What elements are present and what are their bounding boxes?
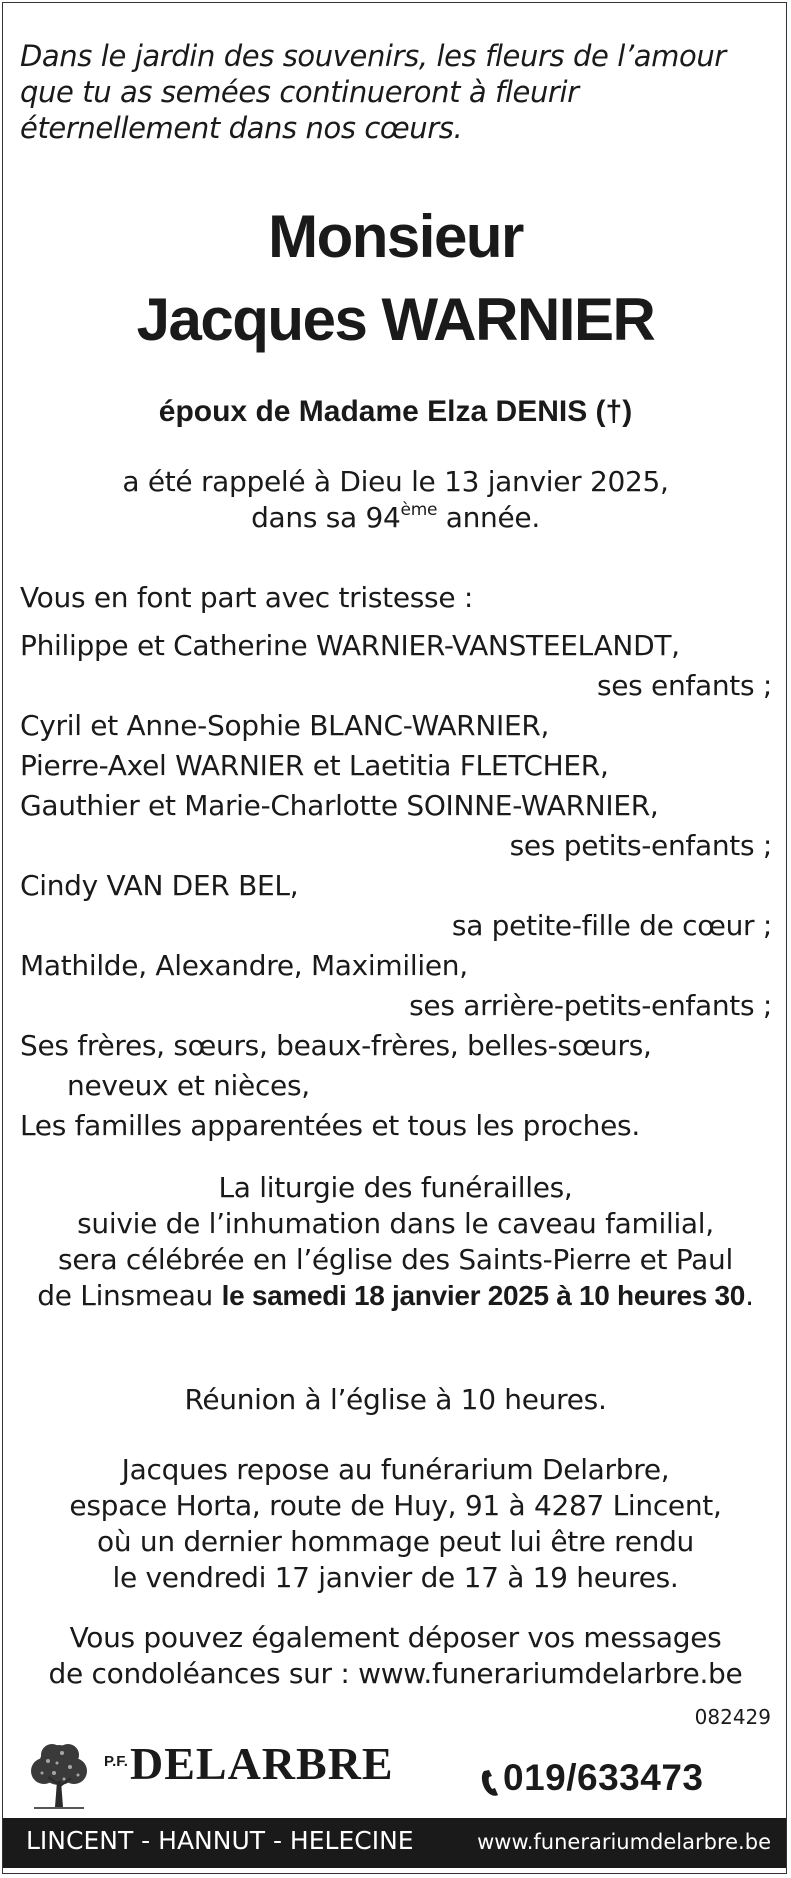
funeral-line: suivie de l’inhumation dans le caveau familial, xyxy=(77,1207,714,1240)
intro-verse xyxy=(20,38,770,146)
role-label: ses arrière-petits-enfants ; xyxy=(409,989,772,1022)
viewing-line: le vendredi 17 janvier de 17 à 19 heures. xyxy=(112,1561,679,1594)
pf-label: P.F. xyxy=(104,1753,128,1770)
list-item: Cyril et Anne-Sophie BLANC-WARNIER, xyxy=(20,709,550,742)
viewing-line: où un dernier hommage peut lui être rendu xyxy=(97,1525,694,1558)
condolences-line: Vous pouvez également déposer vos messages xyxy=(69,1621,722,1654)
family-intro: Vous en font part avec tristesse : xyxy=(20,581,474,614)
phone-icon xyxy=(480,1768,502,1798)
list-item: Philippe et Catherine WARNIER-VANSTEELANDT, xyxy=(20,629,680,662)
funeral-details xyxy=(0,1170,791,1314)
viewing-line: espace Horta, route de Huy, 91 à 4287 Lincent, xyxy=(69,1489,722,1522)
tree-logo-icon xyxy=(24,1741,94,1813)
brand-name: DELARBRE xyxy=(130,1738,394,1789)
title-honorific: Monsieur xyxy=(268,203,523,270)
role-label: sa petite-fille de cœur ; xyxy=(451,909,772,942)
footer-website: www.funerariumdelarbre.be xyxy=(477,1830,771,1854)
death-announcement xyxy=(0,464,791,536)
meeting-info: Réunion à l’église à 10 heures. xyxy=(184,1383,607,1416)
funeral-line: sera célébrée en l’église des Saints-Pierre et Paul xyxy=(58,1243,733,1276)
list-item: Les familles apparentées et tous les proches. xyxy=(20,1109,640,1142)
spouse-line: époux de Madame Elza DENIS (†) xyxy=(158,395,633,428)
list-item: neveux et nièces, xyxy=(67,1069,310,1102)
phone-number: 019/633473 xyxy=(503,1757,704,1798)
funeral-line: La liturgie des funérailles, xyxy=(218,1171,573,1204)
list-item: Mathilde, Alexandre, Maximilien, xyxy=(20,949,468,982)
age-line: dans sa 94ème année. xyxy=(251,500,540,534)
family-list xyxy=(20,578,772,1146)
reference-number: 082429 xyxy=(694,1705,771,1729)
role-label: ses enfants ; xyxy=(596,669,772,702)
condolences-line: de condoléances sur : www.funerariumdelarbre.be xyxy=(48,1657,743,1690)
intro-line: éternellement dans nos cœurs. xyxy=(20,111,463,145)
list-item: Ses frères, sœurs, beaux-frères, belles-sœurs, xyxy=(20,1029,652,1062)
death-line: a été rappelé à Dieu le 13 janvier 2025, xyxy=(122,465,669,498)
role-label: ses petits-enfants ; xyxy=(509,829,772,862)
viewing-line: Jacques repose au funérarium Delarbre, xyxy=(121,1453,670,1486)
footer-towns: LINCENT - HANNUT - HELECINE xyxy=(26,1826,414,1855)
title-name: Jacques WARNIER xyxy=(136,286,655,353)
list-item: Pierre-Axel WARNIER et Laetitia FLETCHER, xyxy=(20,749,609,782)
funeral-line: de Linsmeau le samedi 18 janvier 2025 à 10 heures 30. xyxy=(37,1279,754,1312)
viewing-info xyxy=(0,1452,791,1596)
condolences-info xyxy=(0,1620,791,1692)
list-item: Gauthier et Marie-Charlotte SOINNE-WARNIER, xyxy=(20,789,659,822)
intro-line: Dans le jardin des souvenirs, les fleurs de l’amour xyxy=(20,39,726,73)
list-item: Cindy VAN DER BEL, xyxy=(20,869,299,902)
funeral-date: le samedi 18 janvier 2025 à 10 heures 30 xyxy=(221,1280,746,1311)
intro-line: que tu as semées continueront à fleurir xyxy=(20,75,579,109)
